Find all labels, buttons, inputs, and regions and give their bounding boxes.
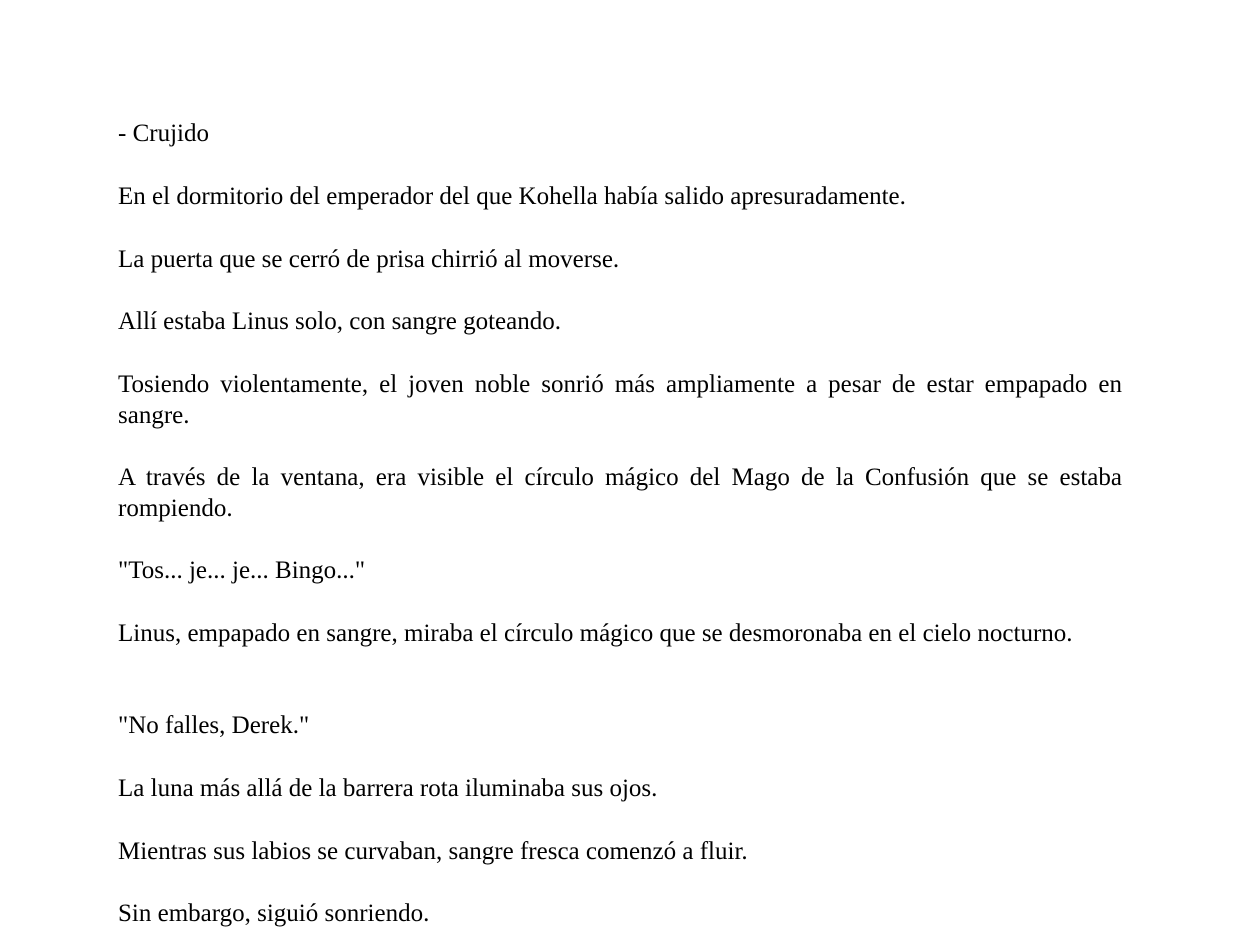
paragraph-3: La puerta que se cerró de prisa chirrió al moverse.	[118, 246, 620, 273]
paragraph-6: A través de la ventana, era visible el círculo mágico del Mago de la Confusión que se estaba rompiendo.	[118, 464, 1122, 522]
paragraph-4: Allí estaba Linus solo, con sangre goteando.	[118, 308, 561, 335]
paragraph-9: "No falles, Derek."	[118, 712, 310, 739]
paragraph-2: En el dormitorio del emperador del que Kohella había salido apresuradamente.	[118, 183, 906, 210]
paragraph-8: Linus, empapado en sangre, miraba el círculo mágico que se desmoronaba en el cielo nocturno.	[118, 620, 1073, 647]
paragraph-1: - Crujido	[118, 120, 209, 147]
paragraph-7: "Tos... je... je... Bingo..."	[118, 557, 366, 584]
paragraph-11: Mientras sus labios se curvaban, sangre fresca comenzó a fluir.	[118, 838, 748, 865]
paragraph-5: Tosiendo violentamente, el joven noble sonrió más ampliamente a pesar de estar empapado en sangre.	[118, 371, 1122, 429]
paragraph-10: La luna más allá de la barrera rota iluminaba sus ojos.	[118, 775, 658, 802]
paragraph-12: Sin embargo, siguió sonriendo.	[118, 900, 430, 927]
